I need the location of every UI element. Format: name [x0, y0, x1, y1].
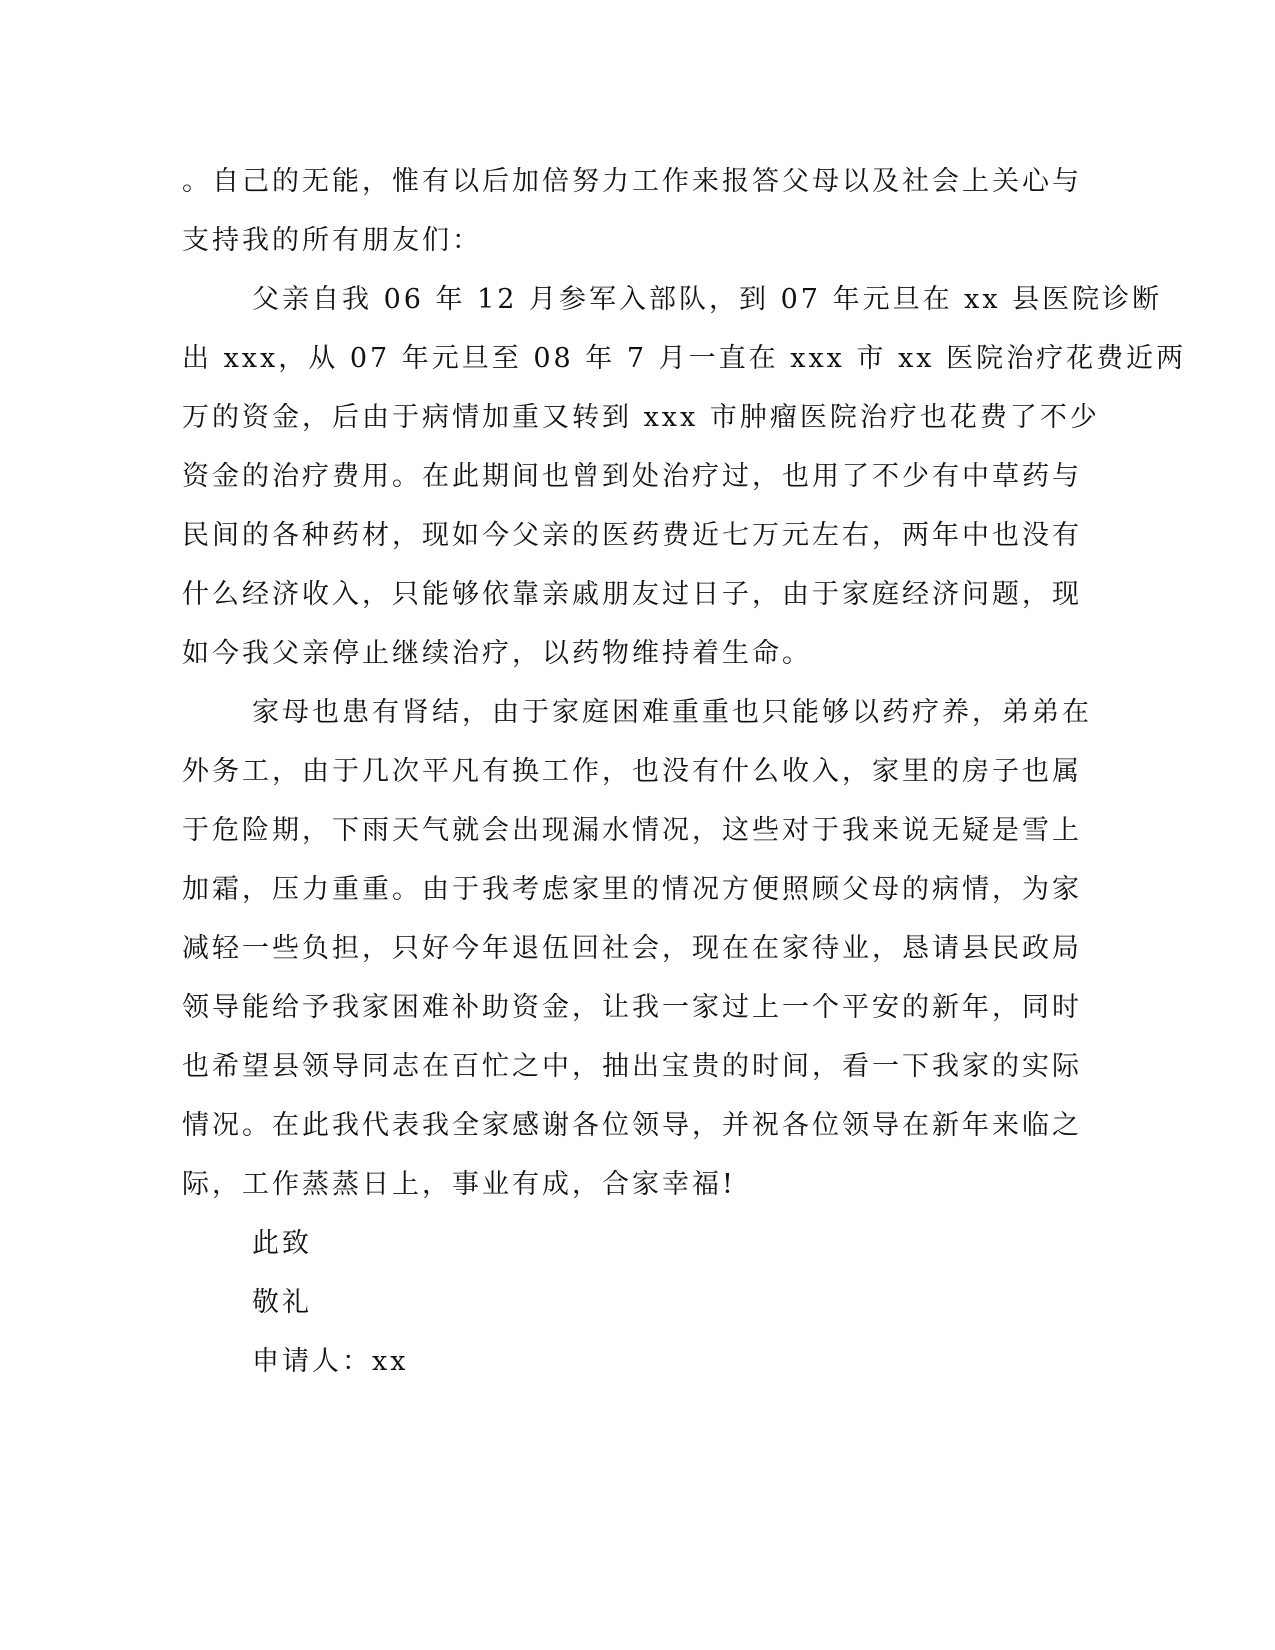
applicant-signature-line: 申请人：xx	[252, 1346, 409, 1377]
paragraph-3-line-1: 家母也患有肾结，由于家庭困难重重也只能够以药疗养，弟弟在	[252, 697, 1092, 728]
paragraph-2-line-1: 父亲自我 06 年 12 月参军入部队，到 07 年元旦在 xx 县医院诊断	[252, 284, 1163, 315]
paragraph-2-line-5: 民间的各种药材，现如今父亲的医药费近七万元左右，两年中也没有	[182, 520, 1082, 551]
paragraph-3-line-5: 减轻一些负担，只好今年退伍回社会，现在在家待业，恳请县民政局	[182, 933, 1082, 964]
paragraph-2-line-7: 如今我父亲停止继续治疗，以药物维持着生命。	[182, 638, 812, 669]
paragraph-3-line-6: 领导能给予我家困难补助资金，让我一家过上一个平安的新年，同时	[182, 992, 1082, 1023]
paragraph-1-line-1: 。自己的无能，惟有以后加倍努力工作来报答父母以及社会上关心与	[182, 166, 1082, 197]
closing-salutation-2: 敬礼	[252, 1287, 312, 1318]
paragraph-3-line-3: 于危险期，下雨天气就会出现漏水情况，这些对于我来说无疑是雪上	[182, 815, 1082, 846]
paragraph-2-line-2: 出 xxx，从 07 年元旦至 08 年 7 月一直在 xxx 市 xx 医院治疗花费近两	[182, 343, 1187, 374]
paragraph-2-line-4: 资金的治疗费用。在此期间也曾到处治疗过，也用了不少有中草药与	[182, 461, 1082, 492]
paragraph-3-line-4: 加霜，压力重重。由于我考虑家里的情况方便照顾父母的病情，为家	[182, 874, 1082, 905]
paragraph-3-line-7: 也希望县领导同志在百忙之中，抽出宝贵的时间，看一下我家的实际	[182, 1051, 1082, 1082]
closing-salutation-1: 此致	[252, 1228, 312, 1259]
paragraph-3-line-8: 情况。在此我代表我全家感谢各位领导，并祝各位领导在新年来临之	[182, 1110, 1082, 1141]
paragraph-3-line-2: 外务工，由于几次平凡有换工作，也没有什么收入，家里的房子也属	[182, 756, 1082, 787]
paragraph-2-line-6: 什么经济收入，只能够依靠亲戚朋友过日子，由于家庭经济问题，现	[182, 579, 1082, 610]
paragraph-1-line-2: 支持我的所有朋友们：	[182, 225, 482, 256]
paragraph-2-line-3: 万的资金，后由于病情加重又转到 xxx 市肿瘤医院治疗也花费了不少	[182, 402, 1100, 433]
paragraph-3-line-9: 际，工作蒸蒸日上，事业有成，合家幸福!	[182, 1169, 736, 1200]
